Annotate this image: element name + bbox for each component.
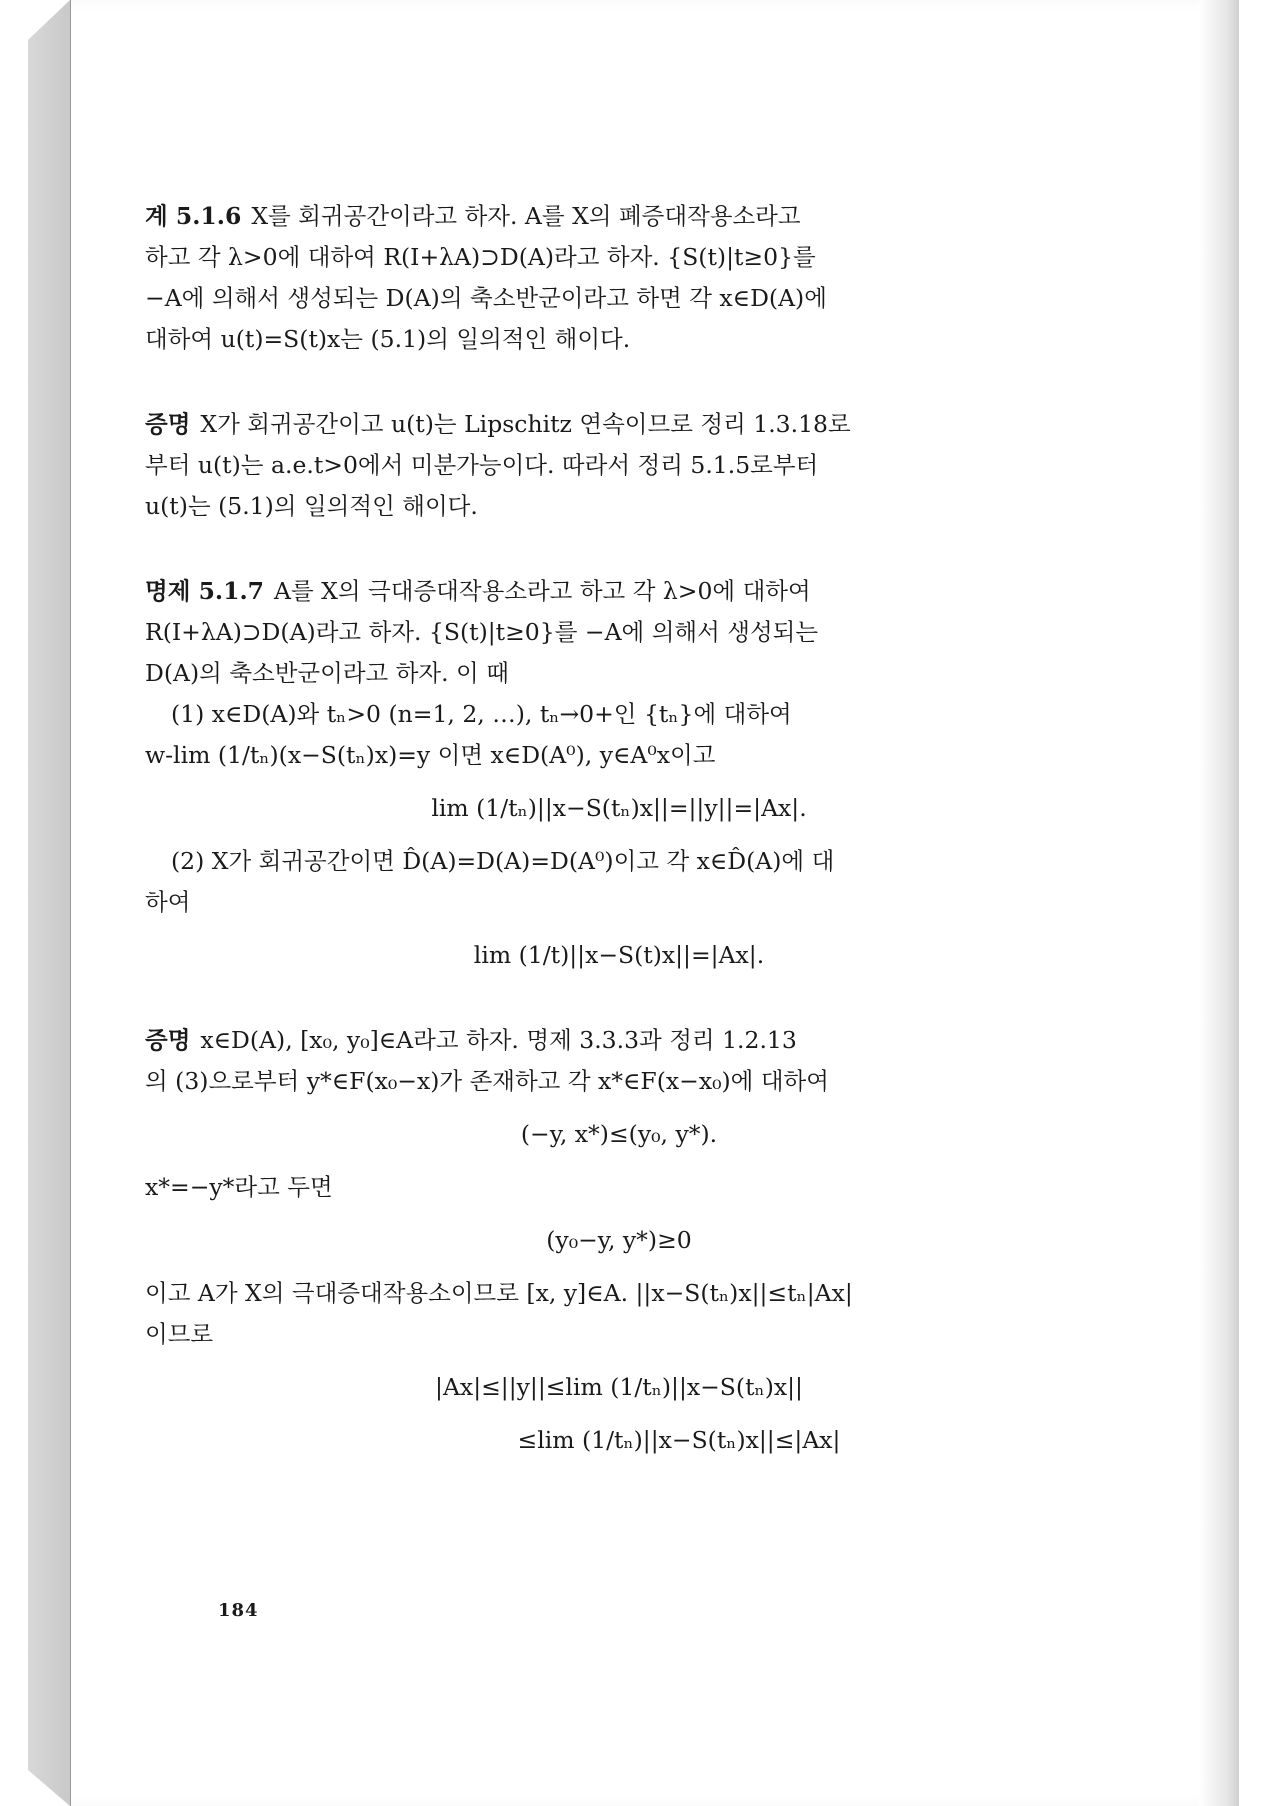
book-spine — [0, 0, 70, 1806]
proposition-item1-line-1: (1) x∈D(A)와 tₙ>0 (n=1, 2, …), tₙ→0+인 {tₙ}에 대하여 — [171, 700, 792, 728]
proposition-item1-line-2: w-lim (1/tₙ)(x−S(tₙ)x)=y 이면 x∈D(A⁰), y∈A⁰x이고 — [145, 741, 716, 769]
page-edge-shadow — [1199, 0, 1239, 1806]
proposition-label: 명제 5.1.7 — [145, 577, 265, 605]
proposition-item2-line-1: (2) X가 회귀공간이면 D̂(A)=D(A)=D(A⁰)이고 각 x∈D̂(A)에 대 — [171, 847, 835, 875]
proposition-item2-equation: lim (1/t)||x−S(t)x||=|Ax|. — [473, 941, 765, 969]
proof2-label: 증명 — [145, 1026, 191, 1054]
proposition-5-1-7 — [145, 571, 1093, 976]
proof2-line-4: 이므로 — [145, 1320, 214, 1348]
proof2-line-1: 증명 x∈D(A), [x₀, y₀]∈A라고 하자. 명제 3.3.3과 정리 1.2.13 — [145, 1026, 797, 1054]
proof1-line-2: 부터 u(t)는 a.e.t>0에서 미분가능이다. 따라서 정리 5.1.5로부터 — [145, 451, 819, 479]
proof2-equation-2: (y₀−y, y*)≥0 — [546, 1226, 692, 1254]
corollary-5-1-6 — [145, 196, 1093, 360]
proof-1 — [145, 404, 1093, 527]
corollary-label: 계 5.1.6 — [145, 202, 242, 230]
proof1-label: 증명 — [145, 410, 191, 438]
proof-2 — [145, 1020, 1093, 1461]
proof2-equation-3: |Ax|≤||y||≤lim (1/tₙ)||x−S(tₙ)x|| — [435, 1373, 803, 1401]
corollary-line-1: 계 5.1.6 X를 회귀공간이라고 하자. A를 X의 폐증대작용소라고 — [145, 202, 801, 230]
page-content — [145, 196, 1093, 1505]
proof2-line-3: 이고 A가 X의 극대증대작용소이므로 [x, y]∈A. ||x−S(tₙ)x||≤tₙ|Ax| — [145, 1279, 853, 1307]
proof1-line-1: 증명 X가 회귀공간이고 u(t)는 Lipschitz 연속이므로 정리 1.3.18로 — [145, 410, 851, 438]
proof2-equation-1: (−y, x*)≤(y₀, y*). — [520, 1120, 718, 1148]
corollary-line-2: 하고 각 λ>0에 대하여 R(I+λA)⊃D(A)라고 하자. {S(t)|t≥0}를 — [145, 243, 816, 271]
corollary-line-3: −A에 의해서 생성되는 D(A)의 축소반군이라고 하면 각 x∈D(A)에 — [145, 284, 827, 312]
proposition-item1-equation: lim (1/tₙ)||x−S(tₙ)x||=||y||=|Ax|. — [431, 794, 807, 822]
proof2-equation-4: ≤lim (1/tₙ)||x−S(tₙ)x||≤|Ax| — [517, 1426, 841, 1454]
proposition-line-3: D(A)의 축소반군이라고 하자. 이 때 — [145, 659, 509, 687]
proposition-line-2: R(I+λA)⊃D(A)라고 하자. {S(t)|t≥0}를 −A에 의해서 생성되는 — [145, 618, 819, 646]
proposition-line-1: 명제 5.1.7 A를 X의 극대증대작용소라고 하고 각 λ>0에 대하여 — [145, 577, 811, 605]
corollary-line-4: 대하여 u(t)=S(t)x는 (5.1)의 일의적인 해이다. — [145, 325, 631, 353]
proof2-line-mid: x*=−y*라고 두면 — [145, 1173, 333, 1201]
proof2-line-2: 의 (3)으로부터 y*∈F(x₀−x)가 존재하고 각 x*∈F(x−x₀)에 대하여 — [145, 1067, 829, 1095]
page-number: 184 — [218, 1600, 259, 1621]
proposition-item2-line-2: 하여 — [145, 888, 191, 916]
proof1-line-3: u(t)는 (5.1)의 일의적인 해이다. — [145, 492, 478, 520]
